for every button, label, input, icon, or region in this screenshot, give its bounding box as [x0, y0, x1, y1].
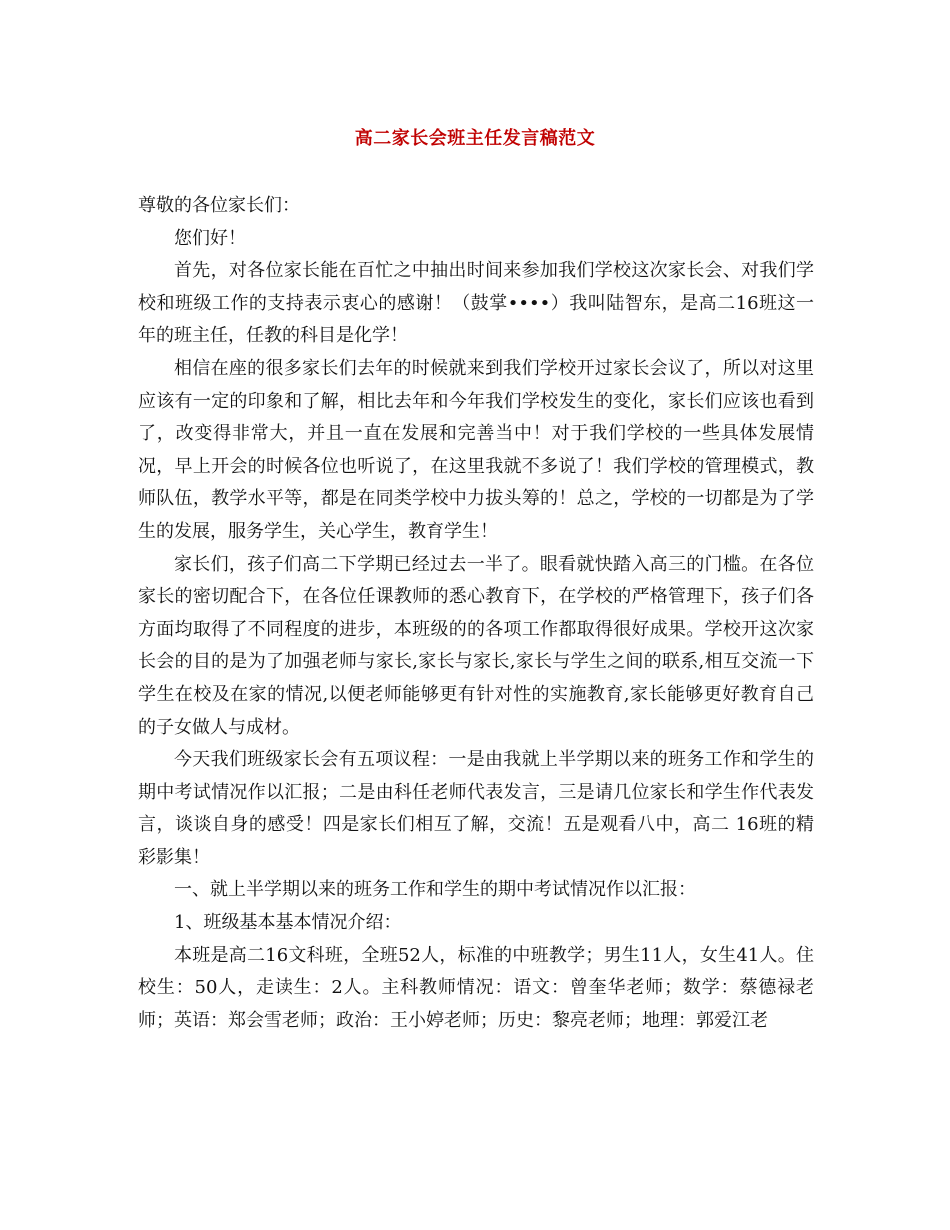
subsection-heading-class-info: 1、班级基本基本情况介绍：: [174, 912, 402, 934]
paragraph-class-details: 本班是高二16文科班，全班52人，标准的中班教学；男生11人，女生41人。住校生：50人，走读生：2人。主科教师情况：语文：曾奎华老师；数学：蔡德禄老师；英语：郑会雪老师；政治：王小婷老师；历史：黎亮老师；地理：郭爱江老: [138, 944, 814, 1031]
document-body: [138, 190, 814, 1037]
paragraph-introduction: 首先，对各位家长能在百忙之中抽出时间来参加我们学校这次家长会、对我们学校和班级工作的支持表示衷心的感谢！（鼓掌••••）我叫陆智东，是高二16班这一年的班主任，任教的科目是化学！: [138, 260, 814, 347]
paragraph-school-overview: 相信在座的很多家长们去年的时候就来到我们学校开过家长会议了，所以对这里应该有一定的印象和了解，相比去年和今年我们学校发生的变化，家长们应该也看到了，改变得非常大，并且一直在发展和完善当中！对于我们学校的一些具体发展情况，早上开会的时候各位也听说了，在这里我就不多说了！我们学校的管理模式，教师队伍，教学水平等，都是在同类学校中力拔头筹的！总之，学校的一切都是为了学生的发展，服务学生，关心学生，教育学生！: [138, 357, 814, 542]
paragraph-meeting-purpose: 家长们，孩子们高二下学期已经过去一半了。眼看就快踏入高三的门槛。在各位家长的密切配合下，在各位任课教师的悉心教育下，在学校的严格管理下，孩子们各方面均取得了不同程度的进步，本班级的的各项工作都取得很好成果。学校开这次家长会的目的是为了加强老师与家长,家长与家长,家长与学生之间的联系,相互交流一下学生在校及在家的情况,以便老师能够更有针对性的实施教育,家长能够更好教育自己的子女做人与成材。: [138, 553, 814, 738]
paragraph-greeting: 您们好！: [174, 227, 246, 249]
section-heading-report: 一、就上半学期以来的班务工作和学生的期中考试情况作以汇报：: [174, 879, 696, 901]
document-title: 高二家长会班主任发言稿范文: [354, 128, 596, 149]
paragraph-agenda: 今天我们班级家长会有五项议程：一是由我就上半学期以来的班务工作和学生的期中考试情况作以汇报；二是由科任老师代表发言，三是请几位家长和学生作代表发言，谈谈自身的感受！四是家长们相互了解，交流！五是观看八中，高二 16班的精彩影集！: [138, 749, 814, 868]
salutation: 尊敬的各位家长们：: [138, 195, 300, 216]
